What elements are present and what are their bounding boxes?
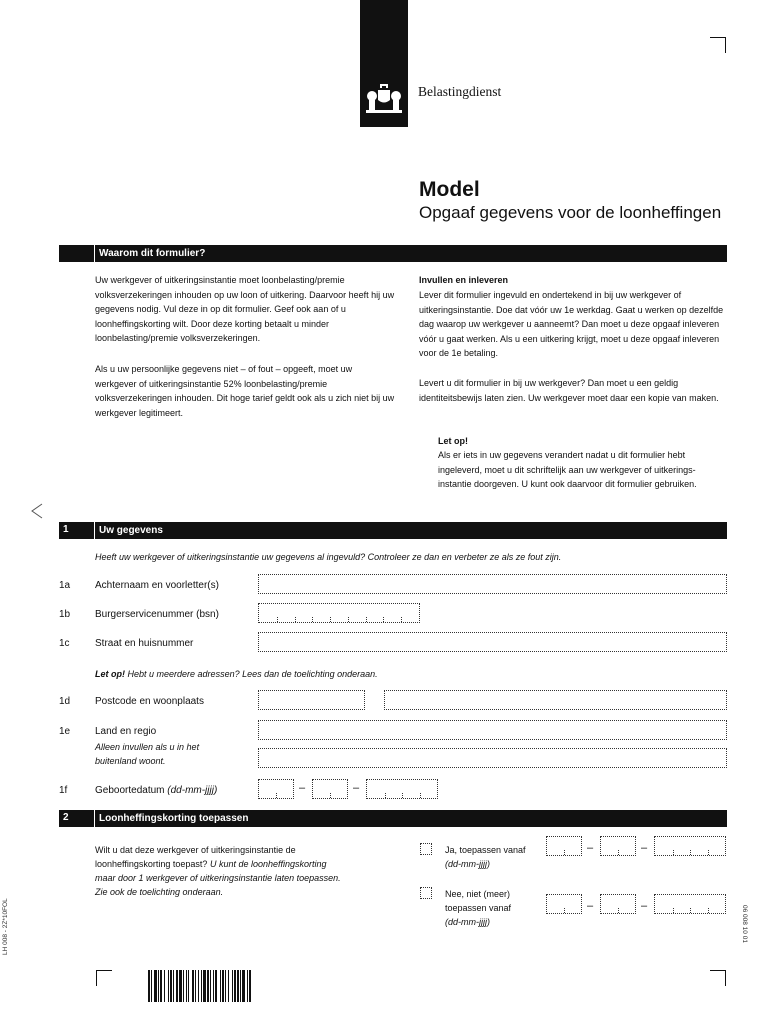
section-2-question-line-4: Zie ook de toelichting onderaan.: [95, 887, 224, 897]
barcode-bar: [234, 970, 236, 1002]
comb-tick: [618, 908, 619, 913]
apply-no-label-2: toepassen vanaf: [445, 903, 512, 913]
barcode-bar: [207, 970, 209, 1002]
city-field[interactable]: [384, 690, 727, 710]
barcode-bar: [192, 970, 194, 1002]
comb-tick: [277, 617, 278, 622]
comb-tick: [330, 793, 331, 798]
row-1b-label: Burgerservicenummer (bsn): [95, 609, 219, 620]
comb-tick: [673, 908, 674, 913]
comb-tick: [276, 793, 277, 798]
row-1c-number: 1c: [59, 638, 70, 649]
barcode-bar: [188, 970, 189, 1002]
barcode-bar: [215, 970, 217, 1002]
apply-no-format: (dd-mm-jjjj): [445, 917, 490, 927]
row-1d-label: Postcode en woonplaats: [95, 696, 204, 707]
comb-tick: [690, 908, 691, 913]
birth-date-separator-1: –: [299, 782, 306, 794]
section-2-question-line-2: [95, 857, 415, 872]
barcode-bar: [213, 970, 214, 1002]
barcode-bar: [201, 970, 202, 1002]
row-1a-number: 1a: [59, 580, 71, 591]
comb-tick: [420, 793, 421, 798]
country-field[interactable]: [258, 720, 727, 740]
comb-tick: [401, 617, 402, 622]
barcode-bar: [242, 970, 245, 1002]
apply-no-separator-1: –: [587, 900, 594, 912]
form-code-right: 06 008 10 01: [741, 905, 748, 943]
barcode-bar: [228, 970, 229, 1002]
row-1f-format: (dd-mm-jjjj): [167, 785, 218, 796]
row-1b-number: 1b: [59, 609, 71, 620]
section-1-bar: [59, 522, 727, 539]
postcode-field[interactable]: [258, 690, 365, 710]
barcode-bar: [195, 970, 196, 1002]
row-1f-number: 1f: [59, 785, 68, 796]
barcode-bar: [203, 970, 206, 1002]
coat-of-arms-icon: [360, 0, 408, 127]
birth-year-field[interactable]: [366, 779, 438, 799]
barcode-bar: [232, 970, 233, 1002]
form-title: Model: [419, 178, 480, 201]
comb-tick: [673, 850, 674, 855]
section-1-letop-text: Hebt u meerdere adressen? Lees dan de toelichting onderaan.: [127, 669, 378, 679]
section-2-question-line-1: Wilt u dat deze werkgever of uitkeringsinstantie de: [95, 845, 296, 855]
comb-tick: [618, 850, 619, 855]
row-1e-label: Land en regio: [95, 726, 157, 737]
barcode-bar: [237, 970, 239, 1002]
intro-right-paragraph-2: Levert u dit formulier in bij uw werkgever? Dan moet u een geldig identiteitsbewijs laten zien. Uw werkgever moet daar een kopie van maken.: [419, 378, 719, 403]
apply-yes-separator-2: –: [641, 842, 648, 854]
row-1e-note-2: buitenland woont.: [95, 756, 166, 766]
row-1a-label: Achternaam en voorletter(s): [95, 580, 219, 591]
row-1f-label: [95, 785, 217, 796]
section-2-question-text: loonheffingskorting toepast?: [95, 859, 208, 869]
street-housenumber-field[interactable]: [258, 632, 727, 652]
comb-tick: [383, 617, 384, 622]
barcode-bar: [186, 970, 187, 1002]
logo-block: [360, 0, 408, 127]
bsn-field[interactable]: [258, 603, 420, 623]
comb-tick: [330, 617, 331, 622]
intro-left-paragraph-2: Als u uw persoonlijke gegevens niet – of fout – opgeeft, moet uw werkgever of uitkeringsinstantie 52% loonbelasting/premie volksverzekeringen inhouden. Dit hoge tarief geldt ook als u zich niet bij uw werkgever legitimeert.: [95, 364, 395, 418]
section-2-bar: [59, 810, 727, 827]
comb-tick: [708, 908, 709, 913]
barcode-bar: [210, 970, 211, 1002]
row-1d-number: 1d: [59, 696, 71, 707]
comb-tick: [564, 850, 565, 855]
section-2-question-line-3: maar door 1 werkgever of uitkeringsinstantie laten toepassen.: [95, 873, 341, 883]
apply-no-label-1: Nee, niet (meer): [445, 889, 511, 899]
comb-tick: [402, 793, 403, 798]
intro-bar: [59, 245, 727, 262]
apply-no-month-field[interactable]: [600, 894, 636, 914]
barcode-bar: [179, 970, 182, 1002]
barcode-bar: [160, 970, 162, 1002]
barcode-bar: [170, 970, 172, 1002]
intro-right-heading: Invullen en inleveren: [419, 275, 509, 285]
barcode-bar: [176, 970, 178, 1002]
barcode-bar: [249, 970, 251, 1002]
apply-no-day-field[interactable]: [546, 894, 582, 914]
row-1c-label: Straat en huisnummer: [95, 638, 194, 649]
crop-mark-bottom-right: [710, 970, 726, 986]
apply-yes-month-field[interactable]: [600, 836, 636, 856]
barcode-bar: [240, 970, 241, 1002]
barcode-bar: [220, 970, 221, 1002]
section-1-instruction: Heeft uw werkgever of uitkeringsinstantie uw gegevens al ingevuld? Controleer ze dan en verbeter ze als ze fout zijn.: [95, 552, 562, 562]
apply-yes-label: Ja, toepassen vanaf: [445, 845, 526, 855]
form-subtitle: Opgaaf gegevens voor de loonheffingen: [419, 203, 722, 222]
birth-day-field[interactable]: [258, 779, 294, 799]
apply-no-separator-2: –: [641, 900, 648, 912]
form-code-left: LH 008 - 2Z*10FOL: [2, 898, 9, 955]
comb-tick: [312, 617, 313, 622]
barcode-bar: [222, 970, 224, 1002]
comb-tick: [385, 793, 386, 798]
barcode-bar: [168, 970, 169, 1002]
section-2-question-italic: U kunt de loonheffingskorting: [209, 859, 327, 869]
barcode-bar: [173, 970, 174, 1002]
apply-no-checkbox[interactable]: [420, 887, 432, 899]
intro-bar-label: Waarom dit formulier?: [94, 245, 205, 262]
apply-yes-day-field[interactable]: [546, 836, 582, 856]
intro-right-paragraph-1: Lever dit formulier ingevuld en ondertekend in bij uw werkgever of uitkeringsinstantie. Doe dat vóór uw 1e werkdag. Gaat u werken op dezelfde dag waarop uw werkgever u aanneemt? Dan moet u deze opgaaf inleveren vóór u gaat werken. Als u een uitkering krijgt, moet u deze opgaaf inleveren voor de 1e betaling.: [419, 290, 724, 358]
barcode-bar: [198, 970, 199, 1002]
section-1-number: 1: [63, 524, 69, 535]
apply-yes-format: (dd-mm-jjjj): [445, 859, 490, 869]
barcode-bar: [183, 970, 184, 1002]
section-1-letop-bold: Let op!: [95, 669, 125, 679]
comb-tick: [295, 617, 296, 622]
apply-yes-year-field[interactable]: [654, 836, 726, 856]
letop-heading: Let op!: [438, 436, 468, 446]
section-1-label: Uw gegevens: [94, 522, 163, 539]
barcode-bar: [148, 970, 150, 1002]
comb-tick: [690, 850, 691, 855]
section-2-number: 2: [63, 812, 69, 823]
barcode: [148, 970, 314, 1002]
row-1e-note-1: Alleen invullen als u in het: [95, 742, 200, 752]
crop-mark-bottom-left: [96, 970, 112, 986]
apply-no-year-field[interactable]: [654, 894, 726, 914]
section-2-label: Loonheffingskorting toepassen: [94, 810, 248, 827]
barcode-bar: [164, 970, 165, 1002]
region-field[interactable]: [258, 748, 727, 768]
surname-initials-field[interactable]: [258, 574, 727, 594]
comb-tick: [708, 850, 709, 855]
crop-mark-top-right: [710, 37, 726, 53]
apply-yes-separator-1: –: [587, 842, 594, 854]
comb-tick: [348, 617, 349, 622]
barcode-bar: [158, 970, 159, 1002]
row-1f-label-text: Geboortedatum: [95, 785, 165, 796]
birth-date-separator-2: –: [353, 782, 360, 794]
comb-tick: [366, 617, 367, 622]
barcode-bar: [154, 970, 157, 1002]
section-1-letop: [95, 667, 495, 682]
comb-tick: [564, 908, 565, 913]
barcode-bar: [151, 970, 152, 1002]
apply-yes-checkbox[interactable]: [420, 843, 432, 855]
margin-chevron-icon: [30, 503, 44, 519]
row-1e-number: 1e: [59, 726, 71, 737]
intro-left-paragraph-1: Uw werkgever of uitkeringsinstantie moet loonbelasting/premie volksverzekeringen inhouden op uw loon of uitkering. Daarvoor heeft hij uw gegevens nodig. Vul deze in op dit formulier. Geef ook aan of u loonheffingskorting wilt. Door deze korting betaalt u minder loonbelasting/premie volksverzekeringen.: [95, 275, 395, 343]
letop-text: Als er iets in uw gegevens verandert nadat u dit formulier hebt ingeleverd, moet u dit schriftelijk aan uw werkgever of uitkerings-instantie doorgeven. U kunt ook daarvoor dit formulier gebruiken.: [438, 450, 697, 489]
barcode-bar: [247, 970, 248, 1002]
birth-month-field[interactable]: [312, 779, 348, 799]
barcode-bar: [225, 970, 226, 1002]
brand-name: Belastingdienst: [418, 84, 502, 99]
